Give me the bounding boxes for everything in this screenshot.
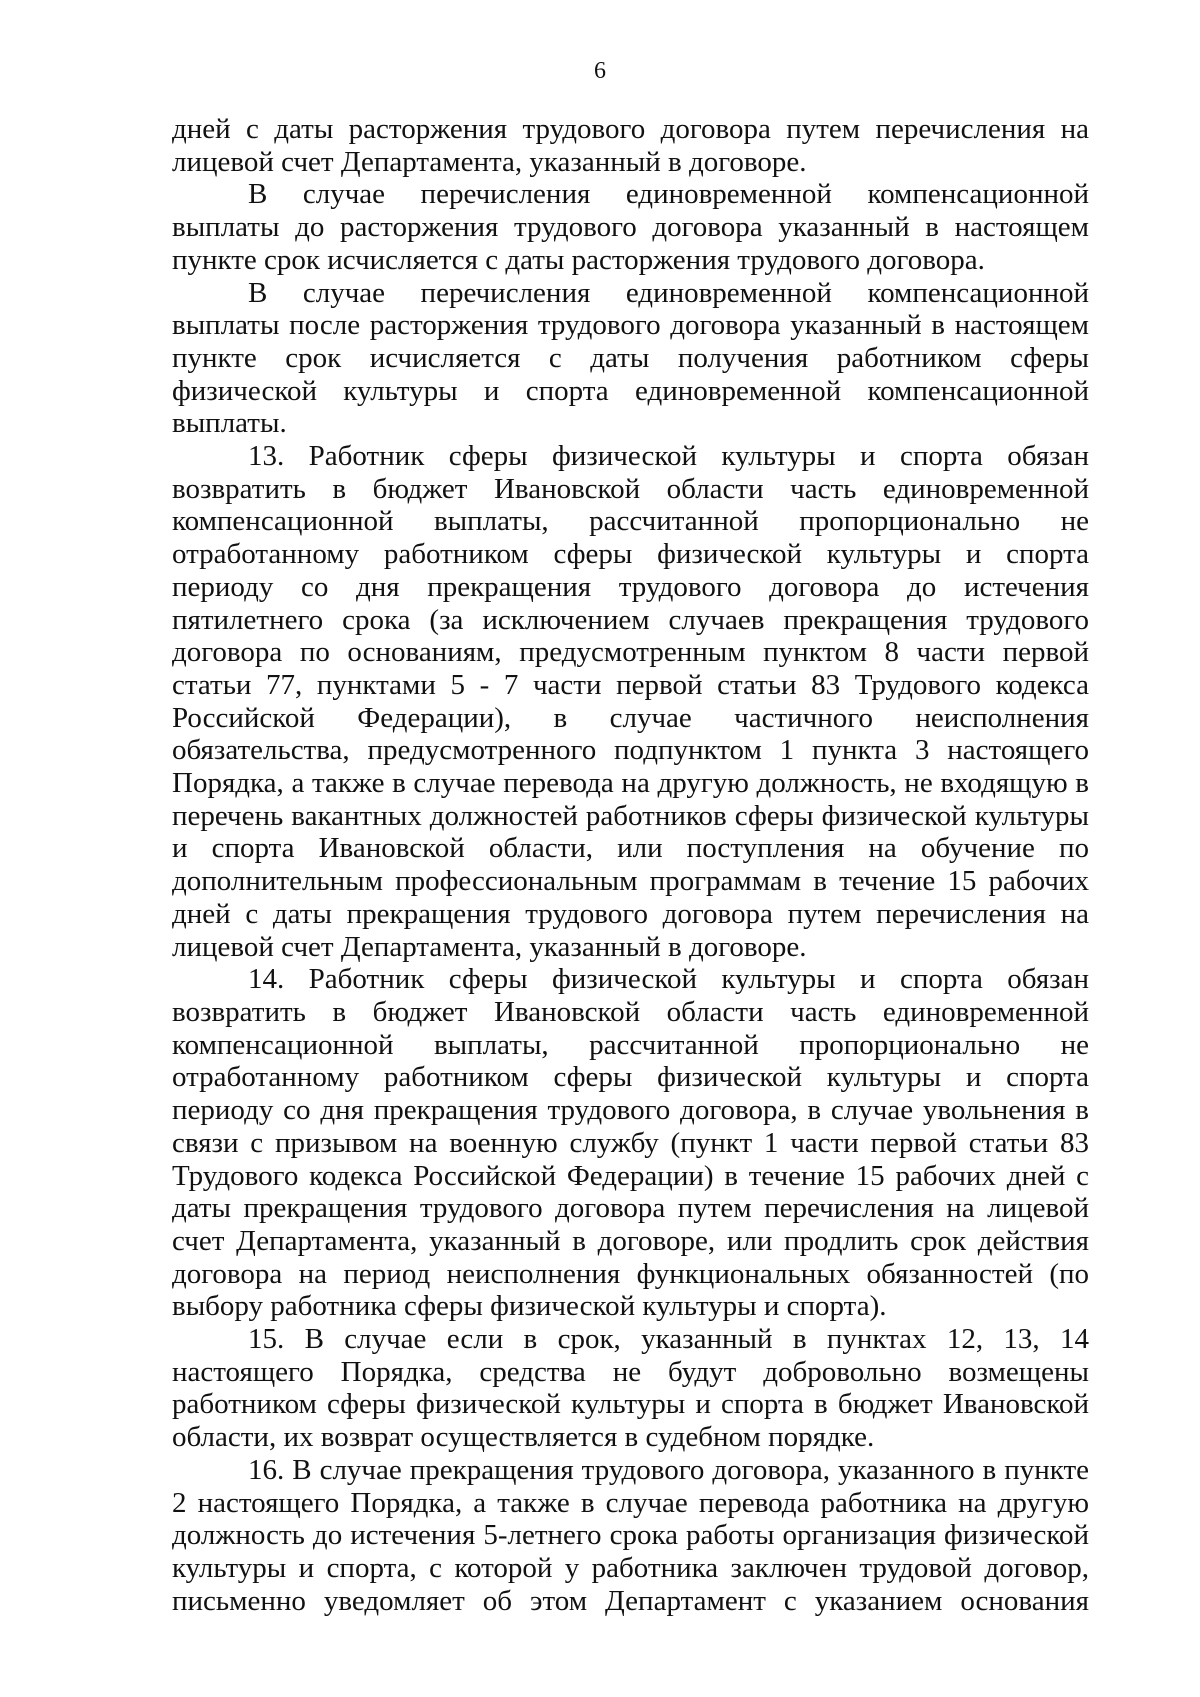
paragraph-continuation: дней с даты расторжения трудового договора путем перечисления на лицевой счет Департамента, указанный в договоре. <box>172 113 1089 178</box>
paragraph-item-13: 13. Работник сферы физической культуры и спорта обязан возвратить в бюджет Ивановской области часть единовременной компенсационной выплаты, рассчитанной пропорционально не отработанному работником сферы физической культуры и спорта периоду со дня прекращения трудового договора до истечения пятилетнего срока (за исключением случаев прекращения трудового договора по основаниям, предусмотренным пунктом 8 части первой статьи 77, пунктами 5 - 7 части первой статьи 83 Трудового кодекса Российской Федерации), в случае частичного неисполнения обязательства, предусмотренного подпунктом 1 пункта 3 настоящего Порядка, а также в случае перевода на другую должность, не входящую в перечень вакантных должностей работников сферы физической культуры и спорта Ивановской области, или поступления на обучение по дополнительным профессиональным программам в течение 15 рабочих дней с даты прекращения трудового договора путем перечисления на лицевой счет Департамента, указанный в договоре. <box>172 440 1089 963</box>
paragraph-item-16: 16. В случае прекращения трудового договора, указанного в пункте 2 настоящего Порядка, а также в случае перевода работника на другую должность до истечения 5-летнего срока работы организация физической культуры и спорта, с которой у работника заключен трудовой договор, письменно уведомляет об этом Департамент с указанием основания <box>172 1453 1089 1617</box>
paragraph-transfer-before: В случае перечисления единовременной компенсационной выплаты до расторжения трудового договора указанный в настоящем пункте срок исчисляется с даты расторжения трудового договора. <box>172 178 1089 276</box>
paragraph-item-15: 15. В случае если в срок, указанный в пунктах 12, 13, 14 настоящего Порядка, средства не будут добровольно возмещены работником сферы физической культуры и спорта в бюджет Ивановской области, их возврат осуществляется в судебном порядке. <box>172 1323 1089 1454</box>
page-number: 6 <box>594 58 606 84</box>
paragraph-transfer-after: В случае перечисления единовременной компенсационной выплаты после расторжения трудового договора указанный в настоящем пункте срок исчисляется с даты получения работником сферы физической культуры и спорта единовременной компенсационной выплаты. <box>172 276 1089 440</box>
paragraph-item-14: 14. Работник сферы физической культуры и спорта обязан возвратить в бюджет Ивановской области часть единовременной компенсационной выплаты, рассчитанной пропорционально не отработанному работником сферы физической культуры и спорта периоду со дня прекращения трудового договора, в случае увольнения в связи с призывом на военную службу (пункт 1 части первой статьи 83 Трудового кодекса Российской Федерации) в течение 15 рабочих дней с даты прекращения трудового договора путем перечисления на лицевой счет Департамента, указанный в договоре, или продлить срок действия договора на период неисполнения функциональных обязанностей (по выбору работника сферы физической культуры и спорта). <box>172 963 1089 1323</box>
document-body <box>172 113 1089 1617</box>
